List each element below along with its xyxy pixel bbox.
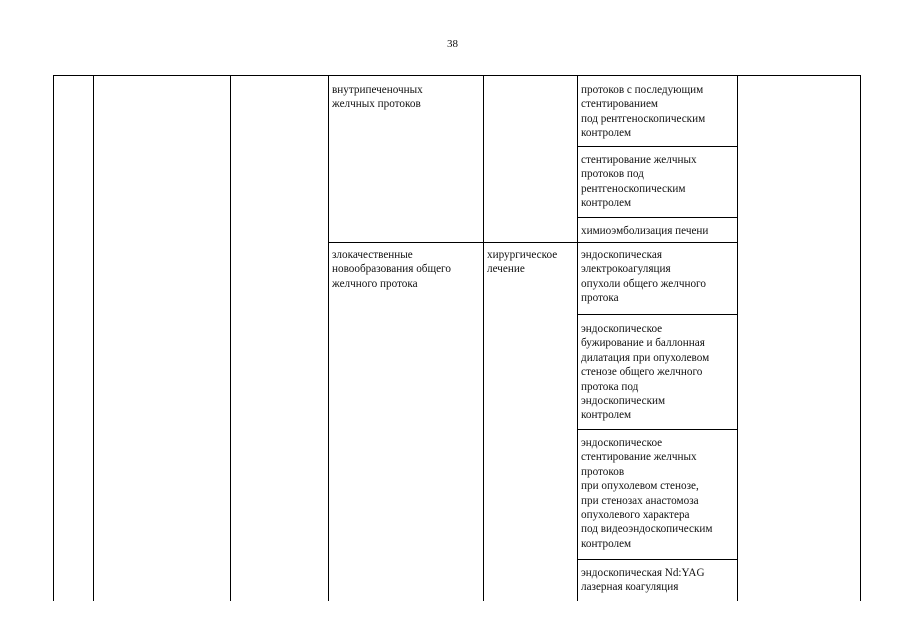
method-cell-5: эндоскопическое бужирование и баллонная дилатация при опухолевом стенозе общего желчного протока под эндоскопическим контролем [581, 323, 710, 422]
method-row-divider-2 [577, 217, 738, 218]
medical-procedures-table [53, 75, 861, 601]
method-cell-3: химиоэмболизация печени [581, 225, 709, 237]
disease-group-divider [328, 242, 738, 243]
treatment-cell-2: хирургическое лечение [487, 249, 558, 276]
method-cell-4: эндоскопическая электрокоагуляция опухоли общего желчного протока [581, 249, 706, 305]
method-cell-2: стентирование желчных протоков под рентгеноскопическим контролем [581, 154, 697, 210]
method-cell-6: эндоскопическое стентирование желчных протоков при опухолевом стенозе, при стенозах анастомоза опухолевого характера под видеоэндоскопическим контролем [581, 437, 713, 550]
method-row-divider-1 [577, 146, 738, 147]
column-divider-7 [737, 75, 738, 601]
column-divider-5 [483, 75, 484, 601]
table-top-border [53, 75, 861, 76]
column-divider-1 [53, 75, 54, 601]
method-cell-1: протоков с последующим стентированием под рентгеноскопическим контролем [581, 84, 706, 140]
page-number: 38 [447, 38, 458, 50]
method-row-divider-5 [577, 559, 738, 560]
disease-cell-1: внутрипеченочных желчных протоков [332, 84, 423, 111]
column-divider-6 [577, 75, 578, 601]
method-row-divider-3 [577, 314, 738, 315]
column-divider-8 [860, 75, 861, 601]
column-divider-2 [93, 75, 94, 601]
disease-cell-2: злокачественные новообразования общего желчного протока [332, 249, 451, 290]
method-cell-7: эндоскопическая Nd:YAG лазерная коагуляция [581, 567, 705, 594]
method-row-divider-4 [577, 429, 738, 430]
column-divider-3 [230, 75, 231, 601]
column-divider-4 [328, 75, 329, 601]
